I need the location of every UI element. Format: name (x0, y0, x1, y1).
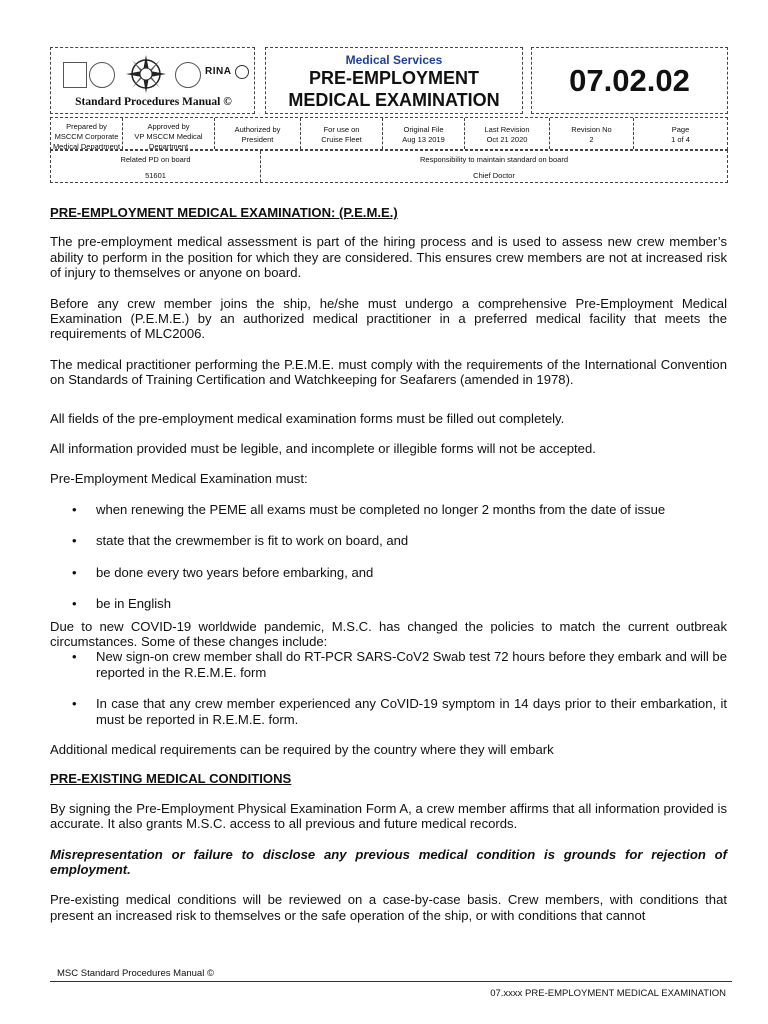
document-title-line-1: PRE-EMPLOYMENT (308, 68, 479, 88)
meta-label: For use on (323, 125, 360, 134)
meta-label: Original File (403, 125, 444, 134)
paragraph: By signing the Pre-Employment Physical Examination Form A, a crew member affirms that all information provided is accurate. It also grants M.S.C. access to all previous and future medical records. (50, 800, 727, 832)
section-heading-preexisting: PRE-EXISTING MEDICAL CONDITIONS (50, 771, 292, 787)
meta-page (634, 118, 727, 149)
list-item (50, 596, 727, 611)
meta-label: Authorized by (234, 125, 281, 134)
paragraph: Before any crew member joins the ship, he/she must undergo a comprehensive Pre-Employment Medical Examination (P.E.M.E.) by an authorized medical practitioner in a preferred medical facility that meets the requirements of MLC2006. (50, 295, 727, 342)
related-pd-value: 51601 (145, 171, 166, 180)
meta-approved-by (123, 118, 215, 149)
meta-prepared-by (51, 118, 123, 149)
manual-caption: Standard Procedures Manual © (75, 96, 232, 108)
meta-label: Approved by (147, 122, 190, 131)
meta-value: Oct 21 2020 (486, 135, 528, 144)
accreditation-seal-icon (175, 62, 201, 88)
meta-original-file (383, 118, 465, 149)
certification-mark-icon (63, 62, 87, 88)
footer-divider (50, 981, 732, 982)
list-item (50, 649, 727, 680)
meta-value: 1 of 4 (671, 135, 690, 144)
meta-value: 2 (589, 135, 594, 144)
bullet-icon: • (72, 596, 77, 612)
list-item-text: New sign-on crew member shall do RT-PCR SARS-CoV2 Swab test 72 hours before they embark and will be reported in the R.E.M.E. form (96, 649, 727, 680)
meta-value: Cruise Fleet (321, 135, 362, 144)
requirements-list (50, 502, 727, 612)
paragraph: All information provided must be legible, and incomplete or illegible forms will not be accepted. (50, 441, 596, 457)
meta-value: President (241, 135, 274, 144)
paragraph: Pre-Employment Medical Examination must: (50, 471, 308, 487)
list-item (50, 565, 727, 580)
paragraph: The medical practitioner performing the P.E.M.E. must comply with the requirements of the International Convention on Standards of Training Certification and Watchkeeping for Seafarers (amended in 1978). (50, 356, 727, 388)
list-item-text: In case that any crew member experienced any CoVID-19 symptom in 14 days prior to their embarkation, it must be reported in R.E.M.E. form. (96, 696, 727, 727)
certification-logos (59, 54, 249, 94)
meta-value: MSCCM Corporate (54, 132, 119, 141)
section-heading-peme: PRE-EMPLOYMENT MEDICAL EXAMINATION: (P.E.M.E.) (50, 205, 398, 220)
document-title-line-2: MEDICAL EXAMINATION (288, 90, 500, 110)
related-pd-label: Related PD on board (120, 155, 191, 164)
meta-value: Aug 13 2019 (402, 135, 445, 144)
meta-label: Last Revision (484, 125, 530, 134)
paragraph: Additional medical requirements can be required by the country where they will embark (50, 741, 554, 757)
responsibility (261, 151, 727, 182)
paragraph: Due to new COVID-19 worldwide pandemic, M.S.C. has changed the policies to match the current outbreak circumstances. Some of these changes include: (50, 618, 727, 649)
responsibility-label: Responsibility to maintain standard on board (419, 155, 568, 164)
meta-value: VP MSCCM Medical (134, 132, 203, 141)
meta-label: Revision No (571, 125, 612, 134)
paragraph: All fields of the pre-employment medical examination forms must be filled out completely. (50, 410, 565, 426)
bullet-icon: • (72, 696, 77, 712)
meta-revision-no (550, 118, 634, 149)
list-item (50, 533, 727, 548)
bullet-icon: • (72, 649, 77, 665)
meta-value: Medical Department (52, 142, 121, 151)
footer-document-title: 07.xxxx PRE-EMPLOYMENT MEDICAL EXAMINATION (490, 988, 726, 999)
title-box (265, 47, 523, 114)
rina-mark-icon (235, 65, 249, 79)
quality-seal-icon (89, 62, 115, 88)
list-item-text: be in English (96, 596, 171, 612)
list-item-text: be done every two years before embarking, and (96, 564, 374, 580)
list-item (50, 696, 727, 727)
meta-last-revision (465, 118, 550, 149)
document-metadata-row (50, 117, 728, 150)
related-pd (51, 151, 261, 182)
document-body (50, 205, 727, 923)
list-item-text: state that the crewmember is fit to work on board, and (96, 533, 409, 549)
document-code: 07.02.02 (531, 47, 728, 114)
meta-label: Page (671, 125, 690, 134)
logo-box (50, 47, 255, 114)
paragraph: Pre-existing medical conditions will be reviewed on a case-by-case basis. Crew members, with conditions that present an increased risk to themselves or the safe operation of the ship, or with conditions that cannot (50, 892, 727, 923)
bullet-icon: • (72, 501, 77, 517)
related-info-row (50, 150, 728, 183)
paragraph: The pre-employment medical assessment is part of the hiring process and is used to assess new crew member’s ability to perform in the position for which they are considered. This ensures crew members are not at increased risk of injury to themselves or anyone on board. (50, 234, 727, 281)
meta-label: Prepared by (66, 122, 107, 131)
responsibility-value: Chief Doctor (473, 171, 515, 180)
meta-authorized-by (215, 118, 301, 149)
service-label: Medical Services (345, 53, 443, 67)
document-header (50, 47, 728, 115)
meta-value: Department (148, 142, 189, 151)
warning-paragraph: Misrepresentation or failure to disclose any previous medical condition is grounds for rejection of employment. (50, 846, 727, 877)
covid-changes-list (50, 649, 727, 727)
bullet-icon: • (72, 533, 77, 549)
rina-logo-text: RINA (205, 66, 232, 77)
list-item (50, 502, 727, 517)
list-item-text: when renewing the PEME all exams must be completed no longer 2 months from the date of issue (96, 501, 666, 517)
meta-for-use-on (301, 118, 383, 149)
bullet-icon: • (72, 564, 77, 580)
msc-compass-logo-icon (123, 54, 169, 94)
footer-manual-name: MSC Standard Procedures Manual © (57, 968, 214, 979)
